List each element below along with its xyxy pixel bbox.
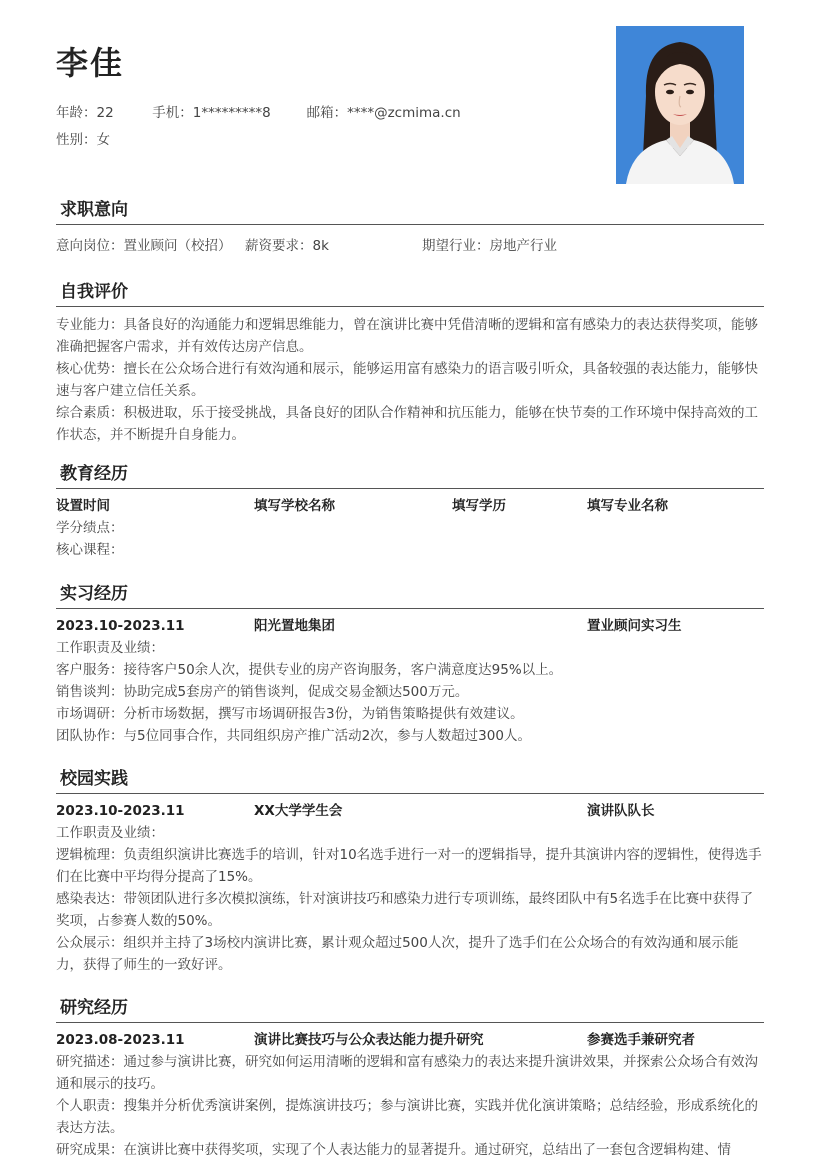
section-divider: [56, 1022, 764, 1023]
campus-date: 2023.10-2023.11: [56, 803, 185, 819]
education-degree: 填写学历: [452, 498, 506, 514]
research-role: 参赛选手兼研究者: [587, 1032, 695, 1048]
intent-position: 意向岗位：置业顾问（校招）: [56, 238, 232, 254]
campus-line: 公众展示：组织并主持了3场校内演讲比赛，累计观众超过500人次，提升了选手们在公众场合的有效沟通和展示能力，获得了师生的一致好评。: [56, 935, 739, 973]
section-campus-practice: [56, 767, 764, 976]
self-eval-paragraph: 专业能力：具备良好的沟通能力和逻辑思维能力，曾在演讲比赛中凭借清晰的逻辑和富有感染力的表达获得奖项，能够准确把握客户需求，并有效传达房产信息。: [56, 317, 758, 355]
email-item: [307, 101, 461, 121]
research-line: 研究描述：通过参与演讲比赛，研究如何运用清晰的逻辑和富有感染力的表达来提升演讲效果，并探索公众场合有效沟通和展示的技巧。: [56, 1054, 758, 1092]
portrait-illustration: [616, 26, 744, 184]
education-header-row: [56, 495, 764, 517]
internship-org: 阳光置地集团: [254, 618, 335, 634]
section-divider: [56, 488, 764, 489]
internship-header-row: [56, 615, 764, 637]
self-eval-paragraph: 综合素质：积极进取，乐于接受挑战，具备良好的团队合作精神和抗压能力，能够在快节奏的工作环境中保持高效的工作状态，并不断提升自身能力。: [56, 405, 758, 443]
section-education: [56, 462, 764, 561]
internship-date: 2023.10-2023.11: [56, 618, 185, 634]
research-header-row: [56, 1029, 764, 1051]
section-title: 教育经历: [60, 464, 128, 484]
section-divider: [56, 306, 764, 307]
section-self-evaluation: [56, 280, 764, 446]
education-school: 填写学校名称: [254, 498, 335, 514]
age-value: 22: [96, 105, 114, 121]
gender-label: 性别：: [56, 132, 97, 148]
campus-role: 演讲队队长: [587, 803, 655, 819]
research-body: [56, 1051, 764, 1161]
self-eval-body: [56, 314, 764, 446]
education-time: 设置时间: [56, 498, 110, 514]
section-title: 研究经历: [60, 998, 128, 1018]
phone-value: 1*********8: [192, 105, 271, 121]
gender-row: [56, 128, 110, 148]
phone-item: [152, 101, 302, 121]
phone-label: 手机：: [152, 105, 193, 121]
campus-line: 感染表达：带领团队进行多次模拟演练，针对演讲技巧和感染力进行专项训练，最终团队中有5名选手在比赛中获得了奖项，占参赛人数的50%。: [56, 891, 754, 929]
research-line: 研究成果：在演讲比赛中获得奖项，实现了个人表达能力的显著提升。通过研究，总结出了一套包含逻辑构建、情: [56, 1142, 731, 1158]
research-topic: 演讲比赛技巧与公众表达能力提升研究: [254, 1032, 484, 1048]
email-label: 邮箱：: [306, 105, 348, 121]
section-divider: [56, 793, 764, 794]
intent-salary: 薪资要求：8k: [245, 238, 329, 254]
section-divider: [56, 608, 764, 609]
candidate-name: 李佳: [56, 44, 125, 82]
campus-line: 工作职责及业绩：: [56, 825, 164, 841]
section-title: 校园实践: [60, 769, 128, 789]
education-courses: 核心课程：: [56, 542, 124, 558]
gender-value: 女: [96, 132, 110, 148]
section-divider: [56, 224, 764, 225]
internship-line: 销售谈判：协助完成5套房产的销售谈判，促成交易金额达500万元。: [56, 684, 469, 700]
section-title: 求职意向: [60, 200, 128, 220]
section-internship: [56, 582, 764, 747]
research-date: 2023.08-2023.11: [56, 1032, 185, 1048]
section-job-intent: [56, 198, 764, 257]
internship-line: 市场调研：分析市场数据，撰写市场调研报告3份，为销售策略提供有效建议。: [56, 706, 524, 722]
section-title: 自我评价: [60, 282, 128, 302]
campus-body: [56, 822, 764, 976]
internship-line: 客户服务：接待客户50余人次，提供专业的房产咨询服务，客户满意度达95%以上。: [56, 662, 563, 678]
education-gpa: 学分绩点：: [56, 520, 124, 536]
campus-org: XX大学学生会: [254, 803, 343, 819]
contact-row: [56, 101, 461, 121]
campus-line: 逻辑梳理：负责组织演讲比赛选手的培训，针对10名选手进行一对一的逻辑指导，提升其演讲内容的逻辑性，使得选手们在比赛中平均得分提高了15%。: [56, 847, 762, 885]
intent-industry: 期望行业：房地产行业: [422, 238, 557, 254]
age-label: 年龄：: [56, 105, 97, 121]
internship-role: 置业顾问实习生: [587, 618, 682, 634]
internship-line: 工作职责及业绩：: [56, 640, 164, 656]
campus-header-row: [56, 800, 764, 822]
research-line: 个人职责：搜集并分析优秀演讲案例，提炼演讲技巧；参与演讲比赛，实践并优化演讲策略；总结经验，形成系统化的表达方法。: [56, 1098, 758, 1136]
internship-body: [56, 637, 764, 747]
section-research: [56, 996, 764, 1161]
age-item: [56, 101, 148, 121]
education-major: 填写专业名称: [587, 498, 668, 514]
section-title: 实习经历: [60, 584, 128, 604]
internship-line: 团队协作：与5位同事合作，共同组织房产推广活动2次，参与人数超过300人。: [56, 728, 531, 744]
intent-row: [56, 235, 764, 257]
email-value: ****@zcmima.cn: [347, 105, 461, 121]
profile-photo: [616, 26, 744, 184]
self-eval-paragraph: 核心优势：擅长在公众场合进行有效沟通和展示，能够运用富有感染力的语言吸引听众，具备较强的表达能力，能够快速与客户建立信任关系。: [56, 361, 758, 399]
